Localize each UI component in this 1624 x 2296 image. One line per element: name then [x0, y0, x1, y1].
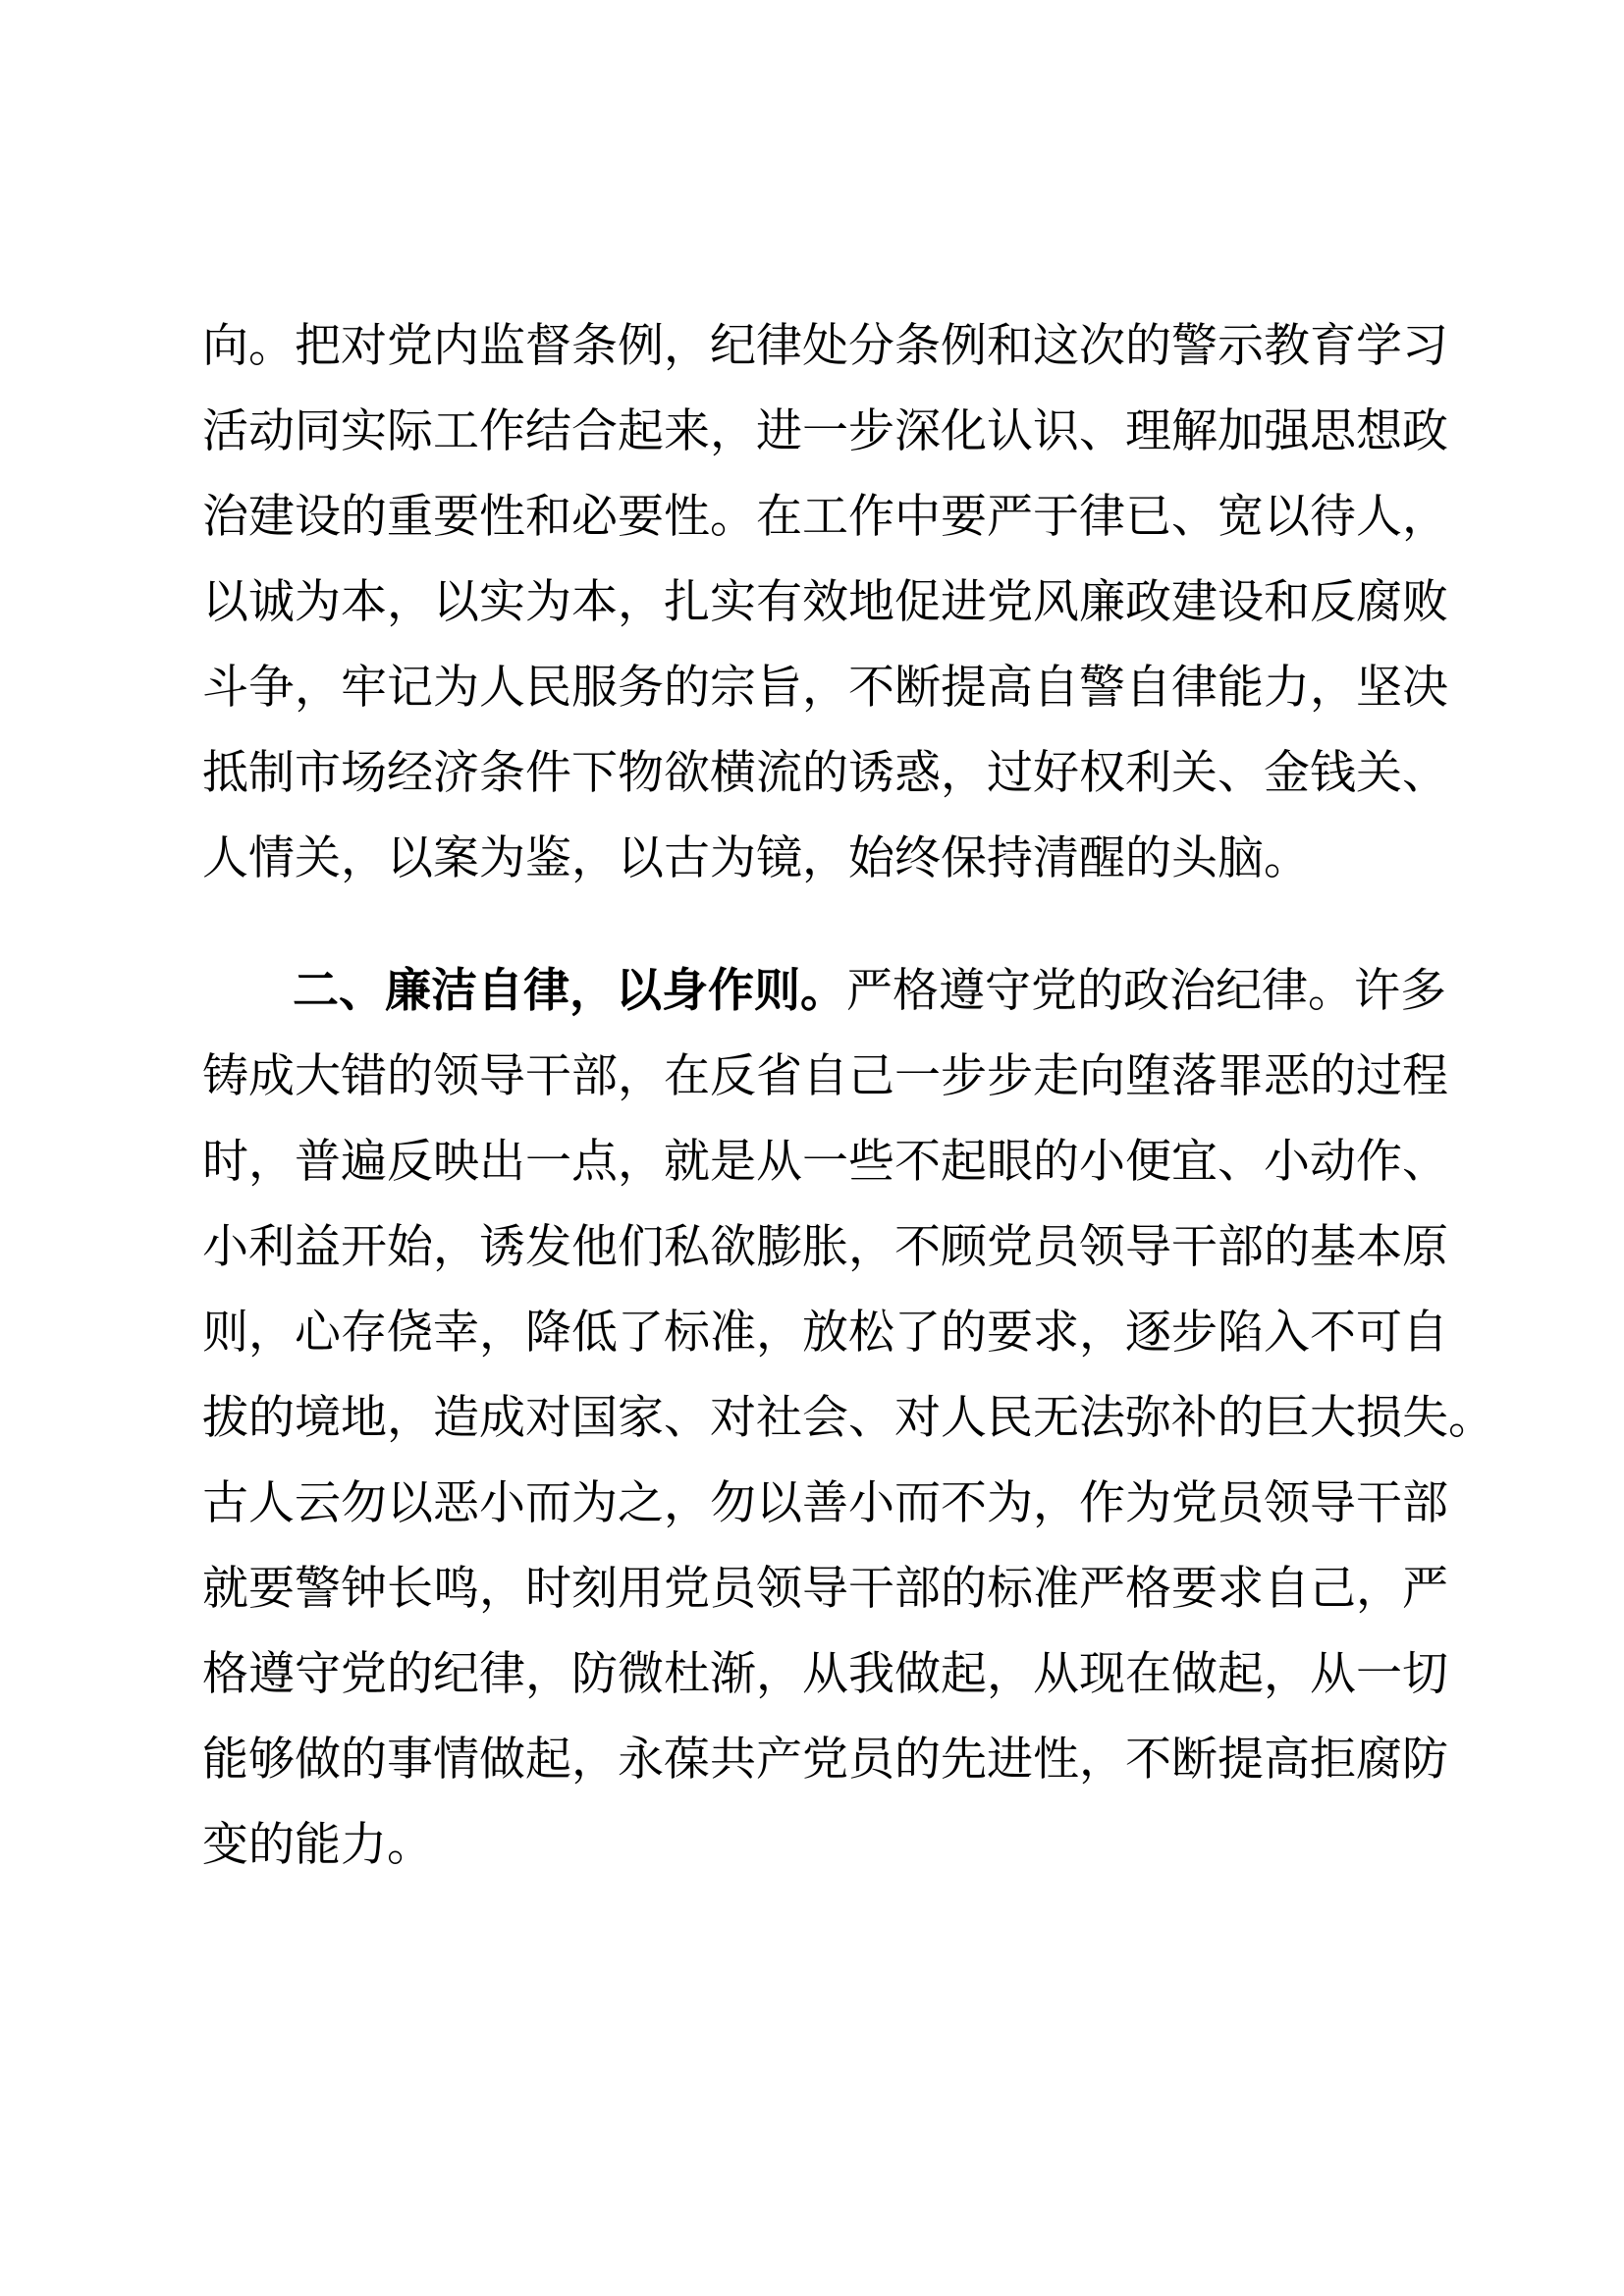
paragraph-2-line-3: 时，普遍反映出一点，就是从一些不起眼的小便宜、小动作、: [202, 1135, 1448, 1189]
paragraph-2-line-9: 格遵守党的纪律，防微杜渐，从我做起，从现在做起，从一切: [202, 1647, 1448, 1701]
paragraph-2-line-8: 就要警钟长鸣，时刻用党员领导干部的标准严格要求自己，严: [202, 1562, 1448, 1616]
paragraph-2-line-11: 变的能力。: [202, 1818, 433, 1872]
paragraph-1-line-6: 抵制市场经济条件下物欲横流的诱惑，过好权利关、金钱关、: [202, 746, 1448, 800]
paragraph-2-line-10: 能够做的事情做起，永葆共产党员的先进性，不断提高拒腐防: [202, 1733, 1448, 1787]
paragraph-1-line-2: 活动同实际工作结合起来，进一步深化认识、理解加强思想政: [202, 404, 1448, 458]
paragraph-2-line-2: 铸成大错的领导干部，在反省自己一步步走向堕落罪恶的过程: [202, 1049, 1448, 1103]
paragraph-1-line-3: 治建设的重要性和必要性。在工作中要严于律已、宽以待人，: [202, 490, 1448, 544]
paragraph-2-line-1: [293, 957, 1446, 1026]
paragraph-1-line-4: 以诚为本，以实为本，扎实有效地促进党风廉政建设和反腐败: [202, 575, 1448, 629]
section-heading: 二、廉洁自律，以身作则。: [293, 964, 846, 1018]
paragraph-2-line-5: 则，心存侥幸，降低了标准，放松了的要求，逐步陷入不可自: [202, 1306, 1448, 1360]
paragraph-1-line-7: 人情关，以案为鉴，以古为镜，始终保持清醒的头脑。: [202, 831, 1310, 885]
paragraph-1-line-1: 向。把对党内监督条例，纪律处分条例和这次的警示教育学习: [202, 319, 1448, 373]
paragraph-1-line-5: 斗争，牢记为人民服务的宗旨，不断提高自警自律能力，坚决: [202, 661, 1448, 715]
paragraph-2-line-7: 古人云勿以恶小而为之，勿以善小而不为，作为党员领导干部: [202, 1476, 1448, 1530]
paragraph-2-line-6: 拔的境地，造成对国家、对社会、对人民无法弥补的巨大损失。: [202, 1391, 1494, 1445]
paragraph-2-line-4: 小利益开始，诱发他们私欲膨胀，不顾党员领导干部的基本原: [202, 1220, 1448, 1274]
paragraph-2-line-1-rest: 严格遵守党的政治纪律。许多: [846, 964, 1446, 1018]
